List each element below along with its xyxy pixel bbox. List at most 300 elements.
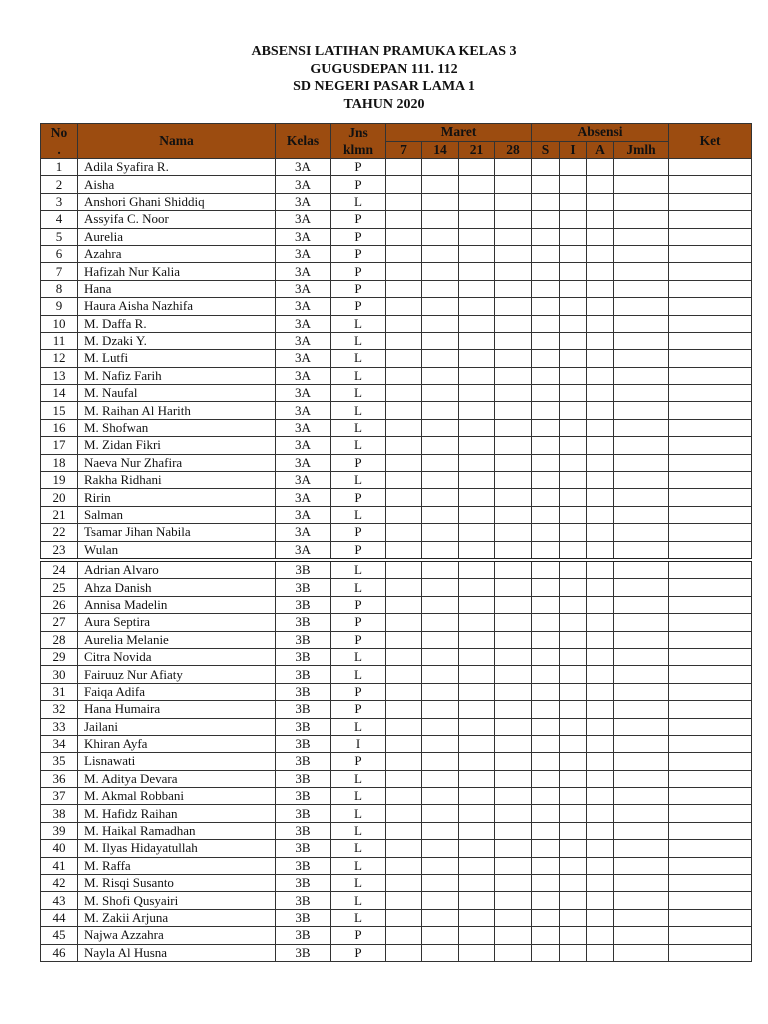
cell-empty[interactable] (459, 822, 495, 839)
cell-empty[interactable] (560, 770, 587, 787)
cell-empty[interactable] (459, 332, 495, 349)
cell-empty[interactable] (587, 927, 614, 944)
cell-empty[interactable] (386, 332, 422, 349)
cell-empty[interactable] (422, 648, 459, 665)
cell-empty[interactable] (560, 753, 587, 770)
cell-empty[interactable] (532, 666, 560, 683)
cell-empty[interactable] (587, 718, 614, 735)
cell-empty[interactable] (422, 718, 459, 735)
cell-empty[interactable] (495, 892, 532, 909)
cell-empty[interactable] (614, 683, 669, 700)
cell-empty[interactable] (495, 176, 532, 193)
cell-empty[interactable] (614, 176, 669, 193)
cell-empty[interactable] (614, 788, 669, 805)
cell-empty[interactable] (422, 701, 459, 718)
cell-empty[interactable] (669, 735, 752, 752)
cell-empty[interactable] (614, 805, 669, 822)
cell-empty[interactable] (669, 579, 752, 596)
cell-empty[interactable] (669, 506, 752, 523)
cell-empty[interactable] (386, 176, 422, 193)
cell-empty[interactable] (495, 683, 532, 700)
cell-empty[interactable] (422, 506, 459, 523)
cell-empty[interactable] (669, 944, 752, 961)
cell-empty[interactable] (587, 857, 614, 874)
cell-empty[interactable] (386, 437, 422, 454)
cell-empty[interactable] (560, 614, 587, 631)
cell-empty[interactable] (422, 350, 459, 367)
cell-empty[interactable] (495, 875, 532, 892)
cell-empty[interactable] (386, 245, 422, 262)
cell-empty[interactable] (614, 666, 669, 683)
cell-empty[interactable] (422, 245, 459, 262)
cell-empty[interactable] (614, 944, 669, 961)
cell-empty[interactable] (669, 560, 752, 579)
cell-empty[interactable] (587, 350, 614, 367)
cell-empty[interactable] (532, 385, 560, 402)
cell-empty[interactable] (495, 332, 532, 349)
cell-empty[interactable] (532, 524, 560, 541)
cell-empty[interactable] (459, 506, 495, 523)
cell-empty[interactable] (422, 454, 459, 471)
cell-empty[interactable] (459, 875, 495, 892)
cell-empty[interactable] (459, 419, 495, 436)
cell-empty[interactable] (459, 560, 495, 579)
cell-empty[interactable] (614, 614, 669, 631)
cell-empty[interactable] (532, 437, 560, 454)
cell-empty[interactable] (532, 367, 560, 384)
cell-empty[interactable] (495, 367, 532, 384)
cell-empty[interactable] (669, 419, 752, 436)
cell-empty[interactable] (532, 822, 560, 839)
cell-empty[interactable] (459, 541, 495, 560)
cell-empty[interactable] (560, 805, 587, 822)
cell-empty[interactable] (669, 524, 752, 541)
cell-empty[interactable] (587, 788, 614, 805)
cell-empty[interactable] (669, 472, 752, 489)
cell-empty[interactable] (614, 648, 669, 665)
cell-empty[interactable] (495, 857, 532, 874)
cell-empty[interactable] (560, 506, 587, 523)
cell-empty[interactable] (459, 770, 495, 787)
cell-empty[interactable] (532, 193, 560, 210)
cell-empty[interactable] (422, 560, 459, 579)
cell-empty[interactable] (422, 788, 459, 805)
cell-empty[interactable] (669, 770, 752, 787)
cell-empty[interactable] (495, 280, 532, 297)
cell-empty[interactable] (422, 437, 459, 454)
cell-empty[interactable] (614, 770, 669, 787)
cell-empty[interactable] (422, 579, 459, 596)
cell-empty[interactable] (587, 541, 614, 560)
cell-empty[interactable] (614, 596, 669, 613)
cell-empty[interactable] (669, 822, 752, 839)
cell-empty[interactable] (459, 385, 495, 402)
cell-empty[interactable] (459, 735, 495, 752)
cell-empty[interactable] (587, 437, 614, 454)
cell-empty[interactable] (459, 280, 495, 297)
cell-empty[interactable] (614, 892, 669, 909)
cell-empty[interactable] (614, 822, 669, 839)
cell-empty[interactable] (532, 211, 560, 228)
cell-empty[interactable] (459, 211, 495, 228)
cell-empty[interactable] (614, 350, 669, 367)
cell-empty[interactable] (459, 909, 495, 926)
cell-empty[interactable] (532, 718, 560, 735)
cell-empty[interactable] (532, 701, 560, 718)
cell-empty[interactable] (495, 560, 532, 579)
cell-empty[interactable] (532, 927, 560, 944)
cell-empty[interactable] (386, 631, 422, 648)
cell-empty[interactable] (386, 560, 422, 579)
cell-empty[interactable] (669, 332, 752, 349)
cell-empty[interactable] (386, 857, 422, 874)
cell-empty[interactable] (587, 666, 614, 683)
cell-empty[interactable] (532, 506, 560, 523)
cell-empty[interactable] (422, 524, 459, 541)
cell-empty[interactable] (495, 263, 532, 280)
cell-empty[interactable] (587, 579, 614, 596)
cell-empty[interactable] (587, 524, 614, 541)
cell-empty[interactable] (459, 263, 495, 280)
cell-empty[interactable] (422, 402, 459, 419)
cell-empty[interactable] (560, 927, 587, 944)
cell-empty[interactable] (587, 875, 614, 892)
cell-empty[interactable] (669, 489, 752, 506)
cell-empty[interactable] (560, 822, 587, 839)
cell-empty[interactable] (386, 927, 422, 944)
cell-empty[interactable] (532, 579, 560, 596)
cell-empty[interactable] (422, 666, 459, 683)
cell-empty[interactable] (386, 805, 422, 822)
cell-empty[interactable] (560, 402, 587, 419)
cell-empty[interactable] (587, 822, 614, 839)
cell-empty[interactable] (532, 805, 560, 822)
cell-empty[interactable] (614, 245, 669, 262)
cell-empty[interactable] (386, 596, 422, 613)
cell-empty[interactable] (495, 211, 532, 228)
cell-empty[interactable] (386, 735, 422, 752)
cell-empty[interactable] (669, 437, 752, 454)
cell-empty[interactable] (669, 228, 752, 245)
cell-empty[interactable] (669, 909, 752, 926)
cell-empty[interactable] (422, 631, 459, 648)
cell-empty[interactable] (422, 735, 459, 752)
cell-empty[interactable] (587, 770, 614, 787)
cell-empty[interactable] (669, 541, 752, 560)
cell-empty[interactable] (532, 909, 560, 926)
cell-empty[interactable] (614, 909, 669, 926)
cell-empty[interactable] (532, 489, 560, 506)
cell-empty[interactable] (422, 683, 459, 700)
cell-empty[interactable] (587, 596, 614, 613)
cell-empty[interactable] (587, 298, 614, 315)
cell-empty[interactable] (587, 909, 614, 926)
cell-empty[interactable] (495, 927, 532, 944)
cell-empty[interactable] (669, 211, 752, 228)
cell-empty[interactable] (495, 159, 532, 176)
cell-empty[interactable] (669, 683, 752, 700)
cell-empty[interactable] (459, 927, 495, 944)
cell-empty[interactable] (459, 524, 495, 541)
cell-empty[interactable] (614, 718, 669, 735)
cell-empty[interactable] (532, 735, 560, 752)
cell-empty[interactable] (587, 315, 614, 332)
cell-empty[interactable] (459, 245, 495, 262)
cell-empty[interactable] (386, 506, 422, 523)
cell-empty[interactable] (386, 159, 422, 176)
cell-empty[interactable] (532, 770, 560, 787)
cell-empty[interactable] (560, 159, 587, 176)
cell-empty[interactable] (587, 280, 614, 297)
cell-empty[interactable] (422, 857, 459, 874)
cell-empty[interactable] (587, 472, 614, 489)
cell-empty[interactable] (495, 385, 532, 402)
cell-empty[interactable] (614, 332, 669, 349)
cell-empty[interactable] (386, 228, 422, 245)
cell-empty[interactable] (459, 840, 495, 857)
cell-empty[interactable] (495, 298, 532, 315)
cell-empty[interactable] (495, 579, 532, 596)
cell-empty[interactable] (422, 298, 459, 315)
cell-empty[interactable] (560, 560, 587, 579)
cell-empty[interactable] (386, 892, 422, 909)
cell-empty[interactable] (495, 419, 532, 436)
cell-empty[interactable] (560, 385, 587, 402)
cell-empty[interactable] (560, 857, 587, 874)
cell-empty[interactable] (495, 437, 532, 454)
cell-empty[interactable] (669, 701, 752, 718)
cell-empty[interactable] (560, 419, 587, 436)
cell-empty[interactable] (587, 402, 614, 419)
cell-empty[interactable] (422, 805, 459, 822)
cell-empty[interactable] (614, 524, 669, 541)
cell-empty[interactable] (386, 280, 422, 297)
cell-empty[interactable] (459, 892, 495, 909)
cell-empty[interactable] (669, 666, 752, 683)
cell-empty[interactable] (614, 263, 669, 280)
cell-empty[interactable] (560, 840, 587, 857)
cell-empty[interactable] (495, 402, 532, 419)
cell-empty[interactable] (386, 648, 422, 665)
cell-empty[interactable] (614, 298, 669, 315)
cell-empty[interactable] (614, 541, 669, 560)
cell-empty[interactable] (495, 718, 532, 735)
cell-empty[interactable] (495, 805, 532, 822)
cell-empty[interactable] (459, 350, 495, 367)
cell-empty[interactable] (614, 419, 669, 436)
cell-empty[interactable] (459, 944, 495, 961)
cell-empty[interactable] (587, 211, 614, 228)
cell-empty[interactable] (614, 489, 669, 506)
cell-empty[interactable] (587, 367, 614, 384)
cell-empty[interactable] (459, 159, 495, 176)
cell-empty[interactable] (614, 631, 669, 648)
cell-empty[interactable] (495, 631, 532, 648)
cell-empty[interactable] (495, 193, 532, 210)
cell-empty[interactable] (587, 489, 614, 506)
cell-empty[interactable] (614, 315, 669, 332)
cell-empty[interactable] (532, 541, 560, 560)
cell-empty[interactable] (422, 753, 459, 770)
cell-empty[interactable] (560, 332, 587, 349)
cell-empty[interactable] (422, 280, 459, 297)
cell-empty[interactable] (495, 666, 532, 683)
cell-empty[interactable] (459, 718, 495, 735)
cell-empty[interactable] (459, 666, 495, 683)
cell-empty[interactable] (560, 298, 587, 315)
cell-empty[interactable] (560, 666, 587, 683)
cell-empty[interactable] (495, 454, 532, 471)
cell-empty[interactable] (614, 927, 669, 944)
cell-empty[interactable] (422, 892, 459, 909)
cell-empty[interactable] (587, 631, 614, 648)
cell-empty[interactable] (669, 385, 752, 402)
cell-empty[interactable] (386, 367, 422, 384)
cell-empty[interactable] (669, 402, 752, 419)
cell-empty[interactable] (560, 892, 587, 909)
cell-empty[interactable] (422, 211, 459, 228)
cell-empty[interactable] (459, 614, 495, 631)
cell-empty[interactable] (495, 735, 532, 752)
cell-empty[interactable] (614, 753, 669, 770)
cell-empty[interactable] (422, 614, 459, 631)
cell-empty[interactable] (386, 298, 422, 315)
cell-empty[interactable] (386, 840, 422, 857)
cell-empty[interactable] (459, 648, 495, 665)
cell-empty[interactable] (532, 263, 560, 280)
cell-empty[interactable] (614, 437, 669, 454)
cell-empty[interactable] (587, 228, 614, 245)
cell-empty[interactable] (614, 159, 669, 176)
cell-empty[interactable] (532, 159, 560, 176)
cell-empty[interactable] (560, 315, 587, 332)
cell-empty[interactable] (532, 614, 560, 631)
cell-empty[interactable] (495, 524, 532, 541)
cell-empty[interactable] (560, 280, 587, 297)
cell-empty[interactable] (560, 631, 587, 648)
cell-empty[interactable] (587, 735, 614, 752)
cell-empty[interactable] (587, 614, 614, 631)
cell-empty[interactable] (587, 176, 614, 193)
cell-empty[interactable] (532, 298, 560, 315)
cell-empty[interactable] (560, 788, 587, 805)
cell-empty[interactable] (459, 596, 495, 613)
cell-empty[interactable] (532, 788, 560, 805)
cell-empty[interactable] (587, 245, 614, 262)
cell-empty[interactable] (459, 228, 495, 245)
cell-empty[interactable] (669, 631, 752, 648)
cell-empty[interactable] (587, 159, 614, 176)
cell-empty[interactable] (386, 385, 422, 402)
cell-empty[interactable] (587, 944, 614, 961)
cell-empty[interactable] (459, 788, 495, 805)
cell-empty[interactable] (459, 753, 495, 770)
cell-empty[interactable] (614, 367, 669, 384)
cell-empty[interactable] (459, 193, 495, 210)
cell-empty[interactable] (386, 683, 422, 700)
cell-empty[interactable] (560, 579, 587, 596)
cell-empty[interactable] (560, 648, 587, 665)
cell-empty[interactable] (532, 350, 560, 367)
cell-empty[interactable] (386, 944, 422, 961)
cell-empty[interactable] (422, 315, 459, 332)
cell-empty[interactable] (386, 263, 422, 280)
cell-empty[interactable] (587, 560, 614, 579)
cell-empty[interactable] (669, 875, 752, 892)
cell-empty[interactable] (495, 541, 532, 560)
cell-empty[interactable] (532, 683, 560, 700)
cell-empty[interactable] (386, 524, 422, 541)
cell-empty[interactable] (532, 892, 560, 909)
cell-empty[interactable] (669, 245, 752, 262)
cell-empty[interactable] (459, 454, 495, 471)
cell-empty[interactable] (587, 840, 614, 857)
cell-empty[interactable] (386, 753, 422, 770)
cell-empty[interactable] (614, 579, 669, 596)
cell-empty[interactable] (669, 454, 752, 471)
cell-empty[interactable] (669, 857, 752, 874)
cell-empty[interactable] (495, 701, 532, 718)
cell-empty[interactable] (560, 367, 587, 384)
cell-empty[interactable] (560, 454, 587, 471)
cell-empty[interactable] (587, 683, 614, 700)
cell-empty[interactable] (587, 805, 614, 822)
cell-empty[interactable] (560, 489, 587, 506)
cell-empty[interactable] (614, 454, 669, 471)
cell-empty[interactable] (459, 805, 495, 822)
cell-empty[interactable] (669, 805, 752, 822)
cell-empty[interactable] (495, 315, 532, 332)
cell-empty[interactable] (614, 875, 669, 892)
cell-empty[interactable] (614, 840, 669, 857)
cell-empty[interactable] (459, 437, 495, 454)
cell-empty[interactable] (495, 228, 532, 245)
cell-empty[interactable] (614, 211, 669, 228)
cell-empty[interactable] (560, 472, 587, 489)
cell-empty[interactable] (587, 419, 614, 436)
cell-empty[interactable] (614, 857, 669, 874)
cell-empty[interactable] (386, 770, 422, 787)
cell-empty[interactable] (422, 875, 459, 892)
cell-empty[interactable] (422, 385, 459, 402)
cell-empty[interactable] (560, 701, 587, 718)
cell-empty[interactable] (422, 472, 459, 489)
cell-empty[interactable] (459, 631, 495, 648)
cell-empty[interactable] (422, 193, 459, 210)
cell-empty[interactable] (560, 176, 587, 193)
cell-empty[interactable] (587, 753, 614, 770)
cell-empty[interactable] (495, 788, 532, 805)
cell-empty[interactable] (532, 332, 560, 349)
cell-empty[interactable] (532, 631, 560, 648)
cell-empty[interactable] (386, 211, 422, 228)
cell-empty[interactable] (587, 701, 614, 718)
cell-empty[interactable] (532, 944, 560, 961)
cell-empty[interactable] (587, 506, 614, 523)
cell-empty[interactable] (560, 263, 587, 280)
cell-empty[interactable] (614, 385, 669, 402)
cell-empty[interactable] (560, 683, 587, 700)
cell-empty[interactable] (560, 718, 587, 735)
cell-empty[interactable] (459, 367, 495, 384)
cell-empty[interactable] (614, 701, 669, 718)
cell-empty[interactable] (532, 419, 560, 436)
cell-empty[interactable] (669, 280, 752, 297)
cell-empty[interactable] (532, 857, 560, 874)
cell-empty[interactable] (587, 263, 614, 280)
cell-empty[interactable] (532, 245, 560, 262)
cell-empty[interactable] (560, 228, 587, 245)
